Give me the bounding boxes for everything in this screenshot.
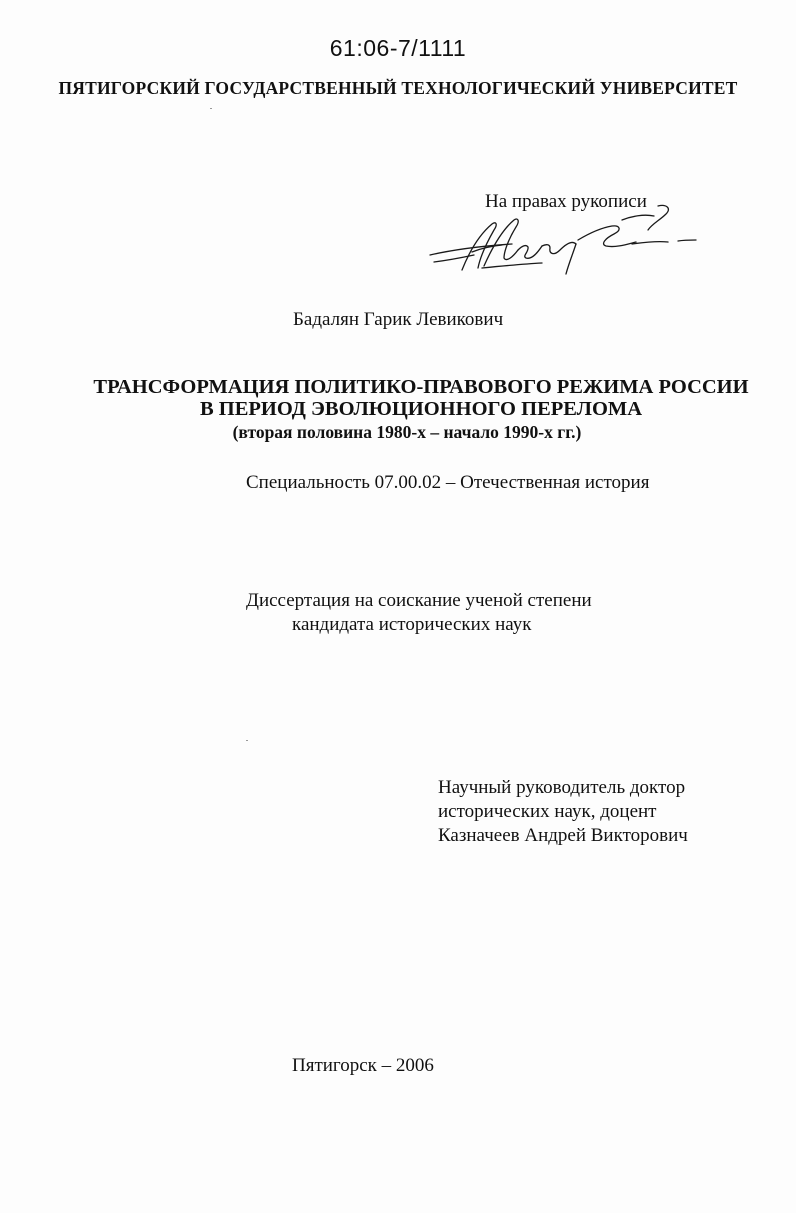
specialty: Специальность 07.00.02 – Отечественная история bbox=[246, 472, 650, 493]
title-line-2: В ПЕРИОД ЭВОЛЮЦИОННОГО ПЕРЕЛОМА bbox=[199, 398, 643, 420]
dissertation-title bbox=[0, 376, 796, 444]
author-name: Бадалян Гарик Левикович bbox=[293, 309, 504, 330]
title-line-3: (вторая половина 1980-х – начало 1990-х гг.) bbox=[232, 422, 582, 442]
advisor-name: Казначеев Андрей Викторович bbox=[438, 825, 688, 846]
manuscript-note: На правах рукописи bbox=[485, 191, 647, 212]
signature-icon bbox=[422, 200, 712, 280]
scan-speck bbox=[210, 108, 212, 109]
city-year: Пятигорск – 2006 bbox=[292, 1055, 434, 1076]
title-line-1: ТРАНСФОРМАЦИЯ ПОЛИТИКО-ПРАВОВОГО РЕЖИМА РОССИИ bbox=[93, 376, 749, 398]
advisor-line-1: Научный руководитель доктор bbox=[438, 777, 686, 798]
degree-line-2: кандидата исторических наук bbox=[292, 614, 532, 635]
catalog-number: 61:06-7/1111 bbox=[329, 35, 467, 61]
scan-speck bbox=[246, 740, 248, 741]
university-name: ПЯТИГОРСКИЙ ГОСУДАРСТВЕННЫЙ ТЕХНОЛОГИЧЕСКИЙ УНИВЕРСИТЕТ bbox=[58, 78, 738, 98]
degree-line-1: Диссертация на соискание ученой степени bbox=[246, 590, 592, 611]
advisor-line-2: исторических наук, доцент bbox=[438, 801, 657, 822]
